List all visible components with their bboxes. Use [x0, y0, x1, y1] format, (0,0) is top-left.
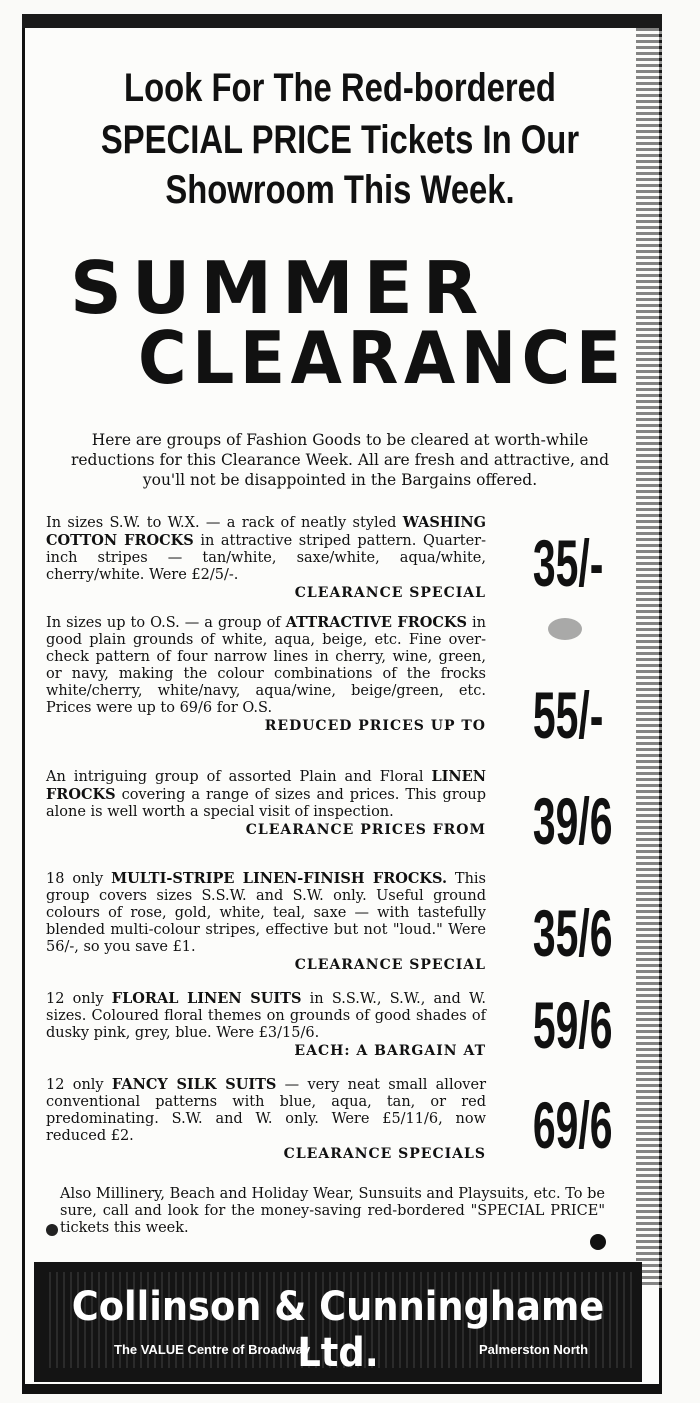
offer-price-4: 35/6 [532, 896, 613, 970]
offer-lead: 18 only [46, 871, 104, 887]
offer-details: This group covers sizes S.S.W. and S.W. only. Useful ground colours of rose, gold, white, teal, saxe — with tastefully blended multi-colour stripes, effective but not "loud." Were 56/-, so you save £1. [46, 871, 486, 955]
offer-item-6 [46, 1076, 486, 1163]
offer-product: LINEN FROCKS [46, 768, 486, 803]
title-summer: SUMMER [70, 246, 489, 330]
offer-price-3: 39/6 [532, 784, 613, 858]
footer-note: Also Millinery, Beach and Holiday Wear, Sunsuits and Playsuits, etc. To be sure, call and look for the money-saving red-bordered "SPECIAL PRICE" tickets this week. [60, 1186, 605, 1236]
offer-price-5: 59/6 [532, 988, 613, 1062]
offer-item-4 [46, 870, 486, 974]
offer-product: WASHING COTTON FROCKS [46, 514, 486, 549]
offer-product: ATTRACTIVE FROCKS [285, 614, 467, 631]
offer-price-6: 69/6 [532, 1088, 613, 1162]
top-rule [22, 14, 662, 28]
store-name: Collinson & Cunninghame Ltd. [71, 1284, 605, 1376]
headline-line-1: Look For The Red-bordered [124, 66, 556, 110]
headline-line-3: Showroom This Week. [165, 168, 515, 212]
offer-lead: In sizes up to O.S. — a group of [46, 615, 281, 631]
store-banner [34, 1262, 642, 1382]
store-location: Palmerston North [479, 1342, 589, 1357]
offer-details: — very neat small allover conventional patterns with blue, aqua, tan, or red predominating. S.W. and W. only. Were £5/11/6, now reduced £2. [46, 1077, 487, 1144]
title-clearance: CLEARANCE [138, 316, 627, 400]
intro-paragraph: Here are groups of Fashion Goods to be cleared at worth-while reductions for this Clearance Week. All are fresh and attractive, and you'll not be disappointed in the Bargains offered. [70, 431, 610, 489]
offer-lead: 12 only [46, 991, 104, 1007]
ink-blot [548, 618, 582, 640]
bottom-rule [22, 1384, 662, 1394]
offer-tag: EACH: A BARGAIN AT [294, 1043, 486, 1059]
offer-lead: 12 only [46, 1077, 104, 1093]
offer-item-1 [46, 514, 486, 602]
right-edge-texture [636, 28, 662, 1288]
offer-details: in good plain grounds of white, aqua, beige, etc. Fine over-check pattern of four narrow lines in cherry, wine, green, or navy, making the colour combinations of the frocks white/cherry, white/navy, aqua/wine, beige/green, etc. Prices were up to 69/6 for O.S. [46, 615, 487, 716]
offer-lead: In sizes S.W. to W.X. — a rack of neatly styled [46, 515, 397, 531]
offer-product: MULTI-STRIPE LINEN-FINISH FROCKS. [111, 870, 448, 887]
offer-product: FANCY SILK SUITS [111, 1076, 277, 1093]
offer-tag: REDUCED PRICES UP TO [264, 718, 486, 734]
headline-line-2: SPECIAL PRICE Tickets In Our [100, 118, 580, 162]
offer-tag: CLEARANCE PRICES FROM [245, 822, 486, 838]
offer-item-3 [46, 768, 486, 839]
ink-blot [46, 1224, 58, 1236]
offer-item-2 [46, 614, 486, 735]
offer-tag: CLEARANCE SPECIAL [294, 957, 486, 973]
offer-tag: CLEARANCE SPECIALS [283, 1146, 486, 1162]
store-tagline: The VALUE Centre of Broadway [114, 1342, 311, 1357]
offer-details: in S.S.W., S.W., and W. sizes. Coloured floral themes on grounds of good shades of dusky pink, grey, blue. Were £3/15/6. [46, 991, 486, 1041]
offer-price-2: 55/- [532, 678, 604, 752]
offer-price-1: 35/- [532, 526, 604, 600]
offer-product: FLORAL LINEN SUITS [111, 990, 302, 1007]
ink-blot [590, 1234, 606, 1250]
offer-details: in attractive striped pattern. Quarter-inch stripes — tan/white, saxe/white, aqua/white, cherry/white. Were £2/5/-. [46, 533, 486, 583]
offer-lead: An intriguing group of assorted Plain and Floral [46, 769, 424, 785]
offer-item-5 [46, 990, 486, 1060]
offer-details: covering a range of sizes and prices. This group alone is well worth a special visit of inspection. [46, 787, 487, 820]
offer-tag: CLEARANCE SPECIAL [294, 585, 486, 601]
